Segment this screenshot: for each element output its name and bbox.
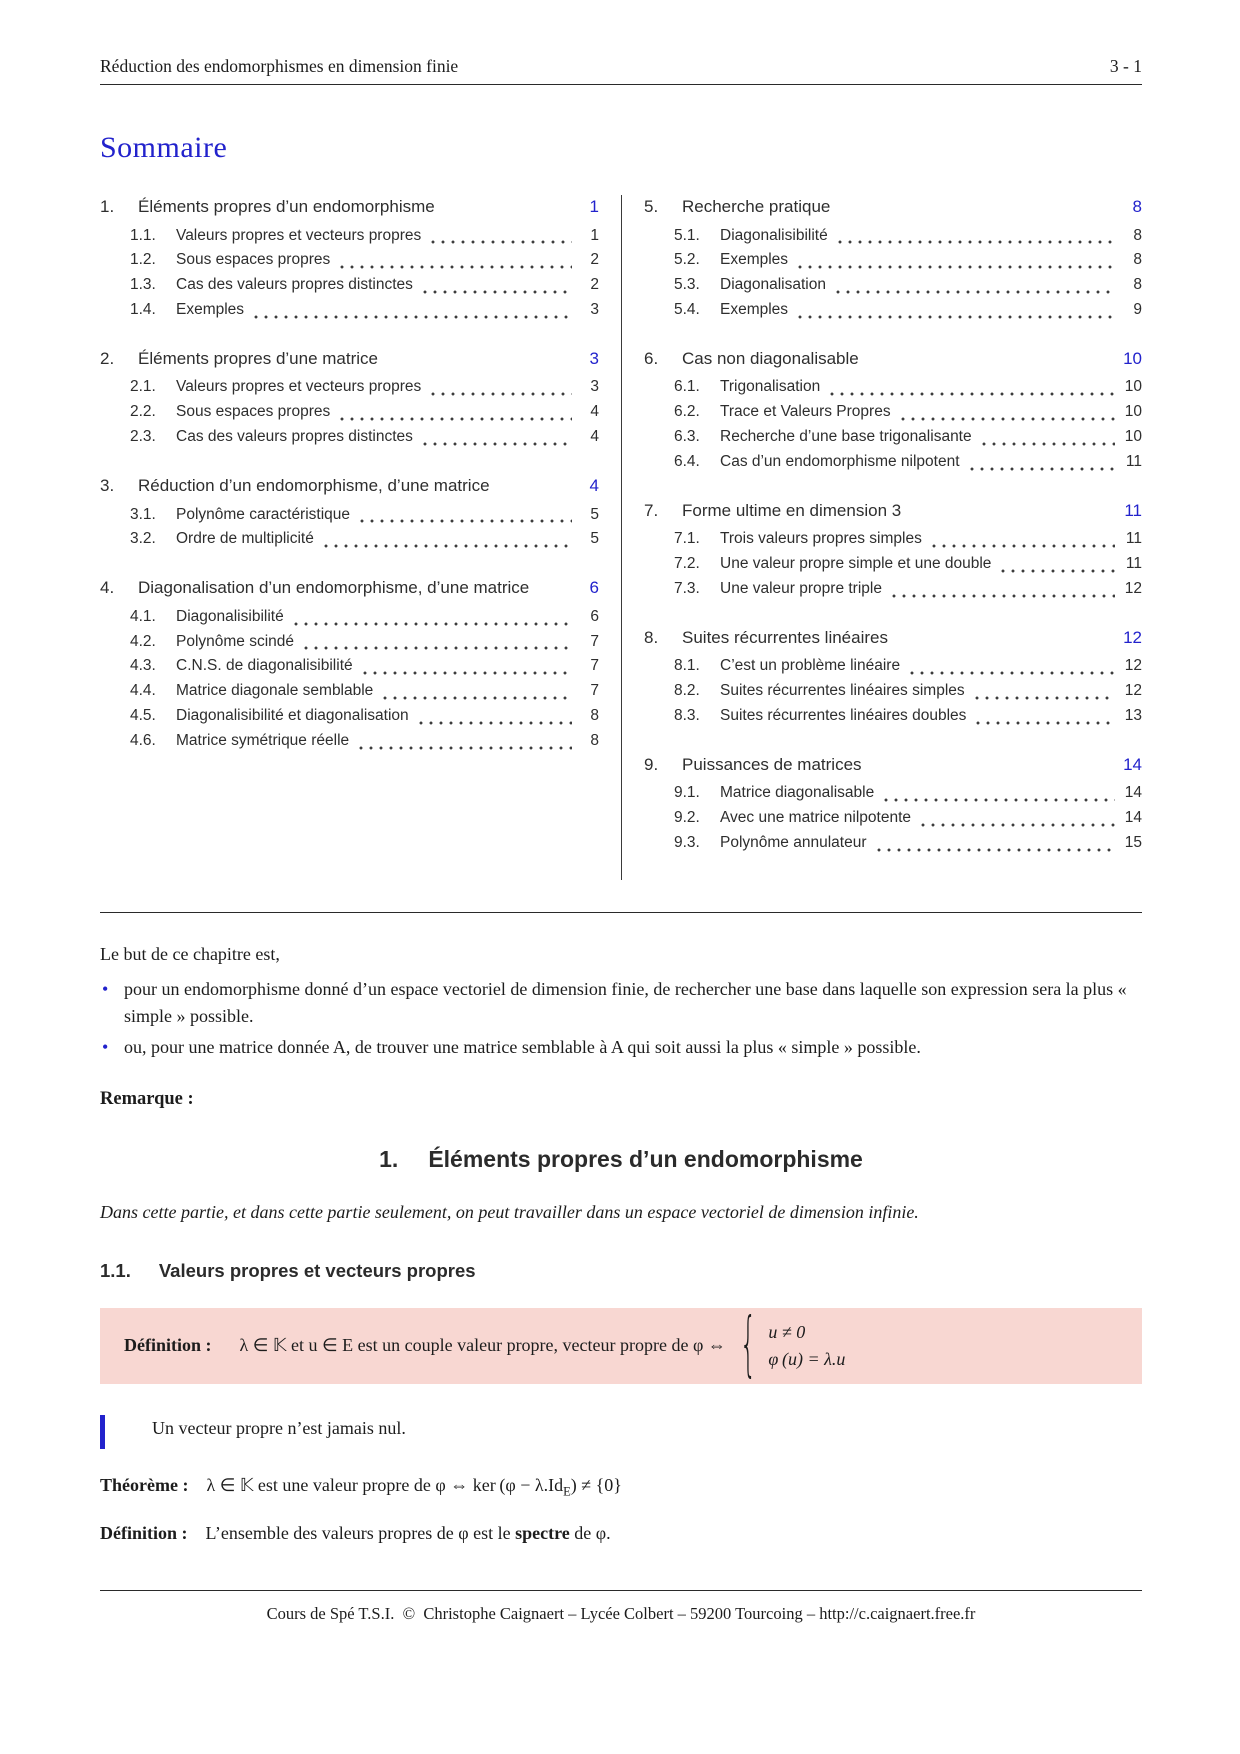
toc-item-link[interactable] xyxy=(644,831,1142,856)
toc-item-link[interactable] xyxy=(644,273,1142,298)
toc-section xyxy=(644,753,1142,856)
toc-item-title: Diagonalisibilité et diagonalisation xyxy=(176,706,409,724)
bullet-text: ou, pour une matrice donnée A, de trouver une matrice semblable à A qui soit aussi la plus « simple » possible. xyxy=(124,1036,921,1057)
toc-item-link[interactable] xyxy=(100,248,599,273)
toc-section xyxy=(100,576,599,753)
toc-item-title: Polynôme scindé xyxy=(176,632,295,650)
toc-item-page: 4 xyxy=(590,428,599,446)
dot-leader xyxy=(833,283,1115,299)
dot-leader xyxy=(356,738,572,754)
toc-section-number: 9. xyxy=(644,754,659,774)
toc-item-number: 6.1. xyxy=(674,378,700,396)
theorem-subscript: E xyxy=(563,1484,571,1499)
dot-leader xyxy=(835,233,1115,249)
dot-leader xyxy=(827,385,1115,401)
toc-section xyxy=(100,347,599,450)
dot-leader xyxy=(979,434,1115,450)
toc-section-page: 11 xyxy=(1124,500,1142,520)
toc-column-left xyxy=(100,195,621,880)
toc-item-number: 1.4. xyxy=(130,301,156,319)
toc-section-number: 8. xyxy=(644,627,659,647)
toc-item-title: Suites récurrentes linéaires simples xyxy=(720,682,965,700)
toc-column-right xyxy=(621,195,1142,880)
toc-section-link[interactable] xyxy=(100,347,599,372)
toc-item-number: 9.2. xyxy=(674,809,700,827)
toc-item-number: 6.4. xyxy=(674,452,700,470)
toc-item-number: 5.1. xyxy=(674,226,700,244)
toc-item-page: 10 xyxy=(1124,403,1142,421)
footer-url-link[interactable]: http://c.caignaert.free.fr xyxy=(819,1604,976,1624)
toc-item-number: 4.3. xyxy=(130,657,156,675)
toc-item-link[interactable] xyxy=(644,298,1142,323)
toc-section xyxy=(644,626,1142,729)
toc-item-page: 3 xyxy=(590,378,599,396)
dot-leader xyxy=(929,537,1115,553)
dot-leader xyxy=(998,561,1115,577)
toc-item-number: 4.1. xyxy=(130,607,156,625)
toc-section xyxy=(644,499,1142,602)
toc-item-link[interactable] xyxy=(644,781,1142,806)
section-divider xyxy=(100,912,1142,913)
dot-leader xyxy=(251,307,572,323)
toc-section-page: 3 xyxy=(589,348,599,368)
definition2-keyword: spectre xyxy=(515,1523,570,1544)
toc-item-page: 12 xyxy=(1124,657,1142,675)
remark-label: Remarque : xyxy=(100,1088,194,1109)
toc-section-link[interactable] xyxy=(100,474,599,499)
toc-section-link[interactable] xyxy=(644,195,1142,220)
toc-item-page: 7 xyxy=(590,682,599,700)
dot-leader xyxy=(301,639,572,655)
toc-item-link[interactable] xyxy=(644,224,1142,249)
toc-section-number: 2. xyxy=(100,348,115,368)
case-line: φ (u) = λ.u xyxy=(768,1348,846,1369)
toc-section-page: 1 xyxy=(589,197,599,216)
toc-item-link[interactable] xyxy=(100,729,599,754)
toc-item-number: 3.1. xyxy=(130,505,156,523)
toc-item-link[interactable] xyxy=(100,224,599,249)
toc-section-title: Réduction d’un endomorphisme, d’une matrice xyxy=(138,475,490,495)
subsection-number: 1.1. xyxy=(100,1259,131,1281)
dot-leader xyxy=(967,459,1115,475)
toc-item-title: Avec une matrice nilpotente xyxy=(720,809,911,827)
highlighted-note xyxy=(100,1418,1142,1439)
dot-leader xyxy=(337,410,572,426)
toc-item-title: Exemples xyxy=(720,251,789,269)
toc-item-number: 1.1. xyxy=(130,226,156,244)
dot-leader xyxy=(357,512,572,528)
theorem-label: Théorème : xyxy=(100,1474,189,1495)
toc-item-page: 8 xyxy=(1133,251,1142,269)
toc-item-link[interactable] xyxy=(100,375,599,400)
dot-leader xyxy=(907,664,1115,680)
dot-leader xyxy=(416,713,572,729)
toc-section-number: 6. xyxy=(644,348,659,368)
toc-section-number: 5. xyxy=(644,197,659,216)
toc-item-page: 7 xyxy=(590,632,599,650)
toc-item-page: 13 xyxy=(1124,706,1142,724)
toc-item-title: C’est un problème linéaire xyxy=(720,657,901,675)
chapter-intro xyxy=(100,941,1142,1061)
toc-item-number: 7.3. xyxy=(674,579,700,597)
header-title: Réduction des endomorphismes en dimension finie xyxy=(100,56,459,76)
toc-item-title: Cas d’un endomorphisme nilpotent xyxy=(720,452,960,470)
toc-item-title: Diagonalisation xyxy=(720,276,826,294)
section-number: 1. xyxy=(379,1145,399,1172)
toc-item-page: 6 xyxy=(590,607,599,625)
toc-item-link[interactable] xyxy=(100,654,599,679)
toc-item-page: 12 xyxy=(1124,682,1142,700)
toc-item-number: 5.2. xyxy=(674,251,700,269)
toc-item-title: Une valeur propre triple xyxy=(720,579,882,597)
toc-item-page: 2 xyxy=(590,276,599,294)
dot-leader xyxy=(428,385,572,401)
toc-item-title: Polynôme annulateur xyxy=(720,833,867,851)
definition2-text: L’ensemble des valeurs propres de φ est le xyxy=(205,1523,516,1544)
toc-item-title: Trace et Valeurs Propres xyxy=(720,403,891,421)
toc-item-number: 2.2. xyxy=(130,403,156,421)
dot-leader xyxy=(889,586,1115,602)
toc-item-link[interactable] xyxy=(644,552,1142,577)
toc-section-page: 10 xyxy=(1123,348,1142,368)
toc-section-link[interactable] xyxy=(100,195,599,220)
toc-section xyxy=(644,195,1142,323)
dot-leader xyxy=(321,537,572,553)
toc-item-page: 14 xyxy=(1124,809,1142,827)
toc-item-link[interactable] xyxy=(100,273,599,298)
toc-item-link[interactable] xyxy=(100,527,599,552)
toc-item-title: Valeurs propres et vecteurs propres xyxy=(176,226,422,244)
toc-item-link[interactable] xyxy=(644,248,1142,273)
toc-item-link[interactable] xyxy=(644,704,1142,729)
toc-section-title: Suites récurrentes linéaires xyxy=(682,627,888,647)
toc-item-title: Matrice symétrique réelle xyxy=(176,731,350,749)
toc-section-page: 14 xyxy=(1123,754,1142,774)
toc-item-page: 8 xyxy=(590,731,599,749)
toc-item-title: Matrice diagonalisable xyxy=(720,784,875,802)
toc-section-number: 3. xyxy=(100,475,115,495)
intro-text: Le but de ce chapitre est, xyxy=(100,943,280,964)
footer-text: Cours de Spé T.S.I. © Christophe Caignaert – Lycée Colbert – 59200 Tourcoing – xyxy=(266,1604,820,1624)
toc-item-page: 4 xyxy=(590,403,599,421)
toc-item-page: 11 xyxy=(1125,452,1142,470)
dot-leader xyxy=(795,307,1115,323)
toc-item-page: 12 xyxy=(1124,579,1142,597)
toc-item-link[interactable] xyxy=(100,400,599,425)
toc-item-link[interactable] xyxy=(100,679,599,704)
toc-section-number: 7. xyxy=(644,500,659,520)
toc-item-link[interactable] xyxy=(644,450,1142,475)
toc-section-title: Éléments propres d’un endomorphisme xyxy=(138,197,435,216)
bullet-icon xyxy=(100,1034,124,1061)
theorem-paragraph xyxy=(100,1475,1142,1500)
dot-leader xyxy=(360,664,572,680)
toc-item-link[interactable] xyxy=(100,630,599,655)
toc-item-link[interactable] xyxy=(100,425,599,450)
toc-item-title: Cas des valeurs propres distinctes xyxy=(176,428,413,446)
toc-item-page: 2 xyxy=(590,251,599,269)
definition-box xyxy=(100,1305,1142,1387)
definition-label: Définition : xyxy=(124,1335,212,1356)
note-accent-bar xyxy=(100,1415,105,1449)
toc-item-link[interactable] xyxy=(644,527,1142,552)
section-heading xyxy=(100,1146,1142,1173)
toc-item-title: Polynôme caractéristique xyxy=(176,505,351,523)
dot-leader xyxy=(918,815,1115,831)
toc-item-link[interactable] xyxy=(644,679,1142,704)
toc-item-number: 8.2. xyxy=(674,682,700,700)
dot-leader xyxy=(795,258,1115,274)
toc-item-page: 15 xyxy=(1124,833,1142,851)
section-title: Éléments propres d’un endomorphisme xyxy=(428,1145,863,1172)
toc-item-page: 3 xyxy=(590,301,599,319)
curly-brace-icon: { xyxy=(739,1305,757,1387)
toc-section xyxy=(100,474,599,552)
toc-item-title: Cas des valeurs propres distinctes xyxy=(176,276,413,294)
toc-item-link[interactable] xyxy=(644,425,1142,450)
toc-item-title: Diagonalisibilité xyxy=(176,607,284,625)
toc-item-page: 5 xyxy=(590,505,599,523)
toc-item-number: 2.1. xyxy=(130,378,156,396)
toc-item-link[interactable] xyxy=(100,298,599,323)
toc-item-title: Suites récurrentes linéaires doubles xyxy=(720,706,967,724)
toc-section-link[interactable] xyxy=(644,347,1142,372)
toc-section-page: 12 xyxy=(1123,627,1142,647)
dot-leader xyxy=(420,283,572,299)
toc-section-page: 4 xyxy=(589,475,599,495)
toc-item-link[interactable] xyxy=(644,806,1142,831)
toc-section-link[interactable] xyxy=(644,499,1142,524)
toc-section-link[interactable] xyxy=(644,626,1142,651)
toc-section-page: 8 xyxy=(1132,197,1142,216)
dot-leader xyxy=(291,614,572,630)
toc-item-number: 5.4. xyxy=(674,301,700,319)
toc-section xyxy=(100,195,599,323)
theorem-text: λ ∈ 𝕂 est une valeur propre de φ ⇔ ker (φ − λ.Id xyxy=(206,1474,564,1495)
toc-section-link[interactable] xyxy=(644,753,1142,778)
toc-item-link[interactable] xyxy=(100,503,599,528)
toc-item-link[interactable] xyxy=(644,400,1142,425)
toc-item-number: 4.5. xyxy=(130,706,156,724)
toc-section-title: Recherche pratique xyxy=(682,197,831,216)
toc-title: Sommaire xyxy=(100,131,228,164)
toc-item-title: Valeurs propres et vecteurs propres xyxy=(176,378,422,396)
toc-item-number: 7.2. xyxy=(674,555,700,573)
toc-section-title: Diagonalisation d’un endomorphisme, d’une matrice xyxy=(138,578,530,598)
toc-item-number: 6.2. xyxy=(674,403,700,421)
toc-section-number: 1. xyxy=(100,197,115,216)
toc-item-page: 8 xyxy=(1133,226,1142,244)
toc-item-number: 8.1. xyxy=(674,657,700,675)
toc-item-title: Une valeur propre simple et une double xyxy=(720,555,992,573)
toc-item-number: 4.2. xyxy=(130,632,156,650)
toc-item-link[interactable] xyxy=(100,605,599,630)
dot-leader xyxy=(881,791,1115,807)
toc-section-title: Forme ultime en dimension 3 xyxy=(682,500,902,520)
definition-text: λ ∈ 𝕂 et u ∈ E est un couple valeur propre, vecteur propre de φ ⇔ xyxy=(239,1335,726,1356)
toc-item-number: 2.3. xyxy=(130,428,156,446)
toc-item-link[interactable] xyxy=(644,375,1142,400)
toc-item-page: 1 xyxy=(590,226,599,244)
bullet-icon xyxy=(100,976,124,1030)
toc-item-page: 10 xyxy=(1124,428,1142,446)
definition2-text-end: de φ. xyxy=(569,1523,611,1544)
header-page-number: 3 - 1 xyxy=(1109,56,1142,76)
toc-section-number: 4. xyxy=(100,578,115,598)
toc-item-title: Recherche d’une base trigonalisante xyxy=(720,428,972,446)
page-header xyxy=(100,56,1142,85)
definition2-label: Définition : xyxy=(100,1523,188,1544)
toc-item-title: Exemples xyxy=(720,301,789,319)
dot-leader xyxy=(874,840,1116,856)
case-line: u ≠ 0 xyxy=(768,1321,806,1342)
toc-item-title: Sous espaces propres xyxy=(176,403,331,421)
dot-leader xyxy=(380,688,572,704)
toc-item-page: 8 xyxy=(1133,276,1142,294)
definition-paragraph xyxy=(100,1523,1142,1544)
subsection-heading xyxy=(100,1260,1142,1282)
toc-section-title: Cas non diagonalisable xyxy=(682,348,859,368)
toc-item-number: 9.3. xyxy=(674,833,700,851)
toc-item-number: 1.3. xyxy=(130,276,156,294)
toc-item-title: C.N.S. de diagonalisibilité xyxy=(176,657,353,675)
toc-section xyxy=(644,347,1142,475)
toc-item-number: 9.1. xyxy=(674,784,700,802)
italic-note: Dans cette partie, et dans cette partie seulement, on peut travailler dans un espace vectoriel de dimension infinie. xyxy=(100,1201,919,1222)
toc-item-number: 4.6. xyxy=(130,731,156,749)
toc-item-title: Exemples xyxy=(176,301,245,319)
dot-leader xyxy=(973,713,1115,729)
toc-item-page: 5 xyxy=(590,530,599,548)
dot-leader xyxy=(972,688,1115,704)
toc-item-number: 1.2. xyxy=(130,251,156,269)
toc-item-number: 5.3. xyxy=(674,276,700,294)
toc-item-title: Sous espaces propres xyxy=(176,251,331,269)
toc-item-number: 6.3. xyxy=(674,428,700,446)
toc-item-page: 8 xyxy=(590,706,599,724)
toc-item-title: Trois valeurs propres simples xyxy=(720,530,922,548)
dot-leader xyxy=(337,258,572,274)
definition-cases xyxy=(768,1322,845,1370)
toc-section-link[interactable] xyxy=(100,576,599,601)
toc-item-page: 9 xyxy=(1133,301,1142,319)
bullet-text: pour un endomorphisme donné d’un espace vectoriel de dimension finie, de rechercher une base dans laquelle son expression sera la plus « simple » possible. xyxy=(124,978,1127,1026)
toc-section-page: 6 xyxy=(589,578,599,598)
toc-item-page: 10 xyxy=(1124,378,1142,396)
subsection-title: Valeurs propres et vecteurs propres xyxy=(158,1259,476,1281)
toc-item-title: Trigonalisation xyxy=(720,378,821,396)
toc-item-page: 11 xyxy=(1125,555,1142,573)
toc-item-number: 7.1. xyxy=(674,530,700,548)
toc-item-link[interactable] xyxy=(644,577,1142,602)
toc-item-number: 3.2. xyxy=(130,530,156,548)
toc-item-page: 7 xyxy=(590,657,599,675)
toc-item-link[interactable] xyxy=(644,654,1142,679)
toc-section-title: Éléments propres d’une matrice xyxy=(138,348,379,368)
dot-leader xyxy=(420,434,572,450)
toc-item-title: Ordre de multiplicité xyxy=(176,530,314,548)
toc-item-number: 4.4. xyxy=(130,682,156,700)
dot-leader xyxy=(428,233,572,249)
toc-section-title: Puissances de matrices xyxy=(682,754,862,774)
note-text: Un vecteur propre n’est jamais nul. xyxy=(152,1417,406,1438)
toc-item-page: 14 xyxy=(1124,784,1142,802)
toc-item-page: 11 xyxy=(1125,530,1142,548)
toc-item-link[interactable] xyxy=(100,704,599,729)
list-item xyxy=(100,1034,1142,1061)
page-footer xyxy=(100,1590,1142,1624)
table-of-contents xyxy=(100,195,1142,880)
list-item xyxy=(100,976,1142,1030)
toc-item-number: 8.3. xyxy=(674,706,700,724)
toc-item-title: Matrice diagonale semblable xyxy=(176,682,374,700)
dot-leader xyxy=(898,410,1115,426)
toc-item-title: Diagonalisibilité xyxy=(720,226,828,244)
theorem-text-end: ) ≠ {0} xyxy=(570,1474,622,1495)
